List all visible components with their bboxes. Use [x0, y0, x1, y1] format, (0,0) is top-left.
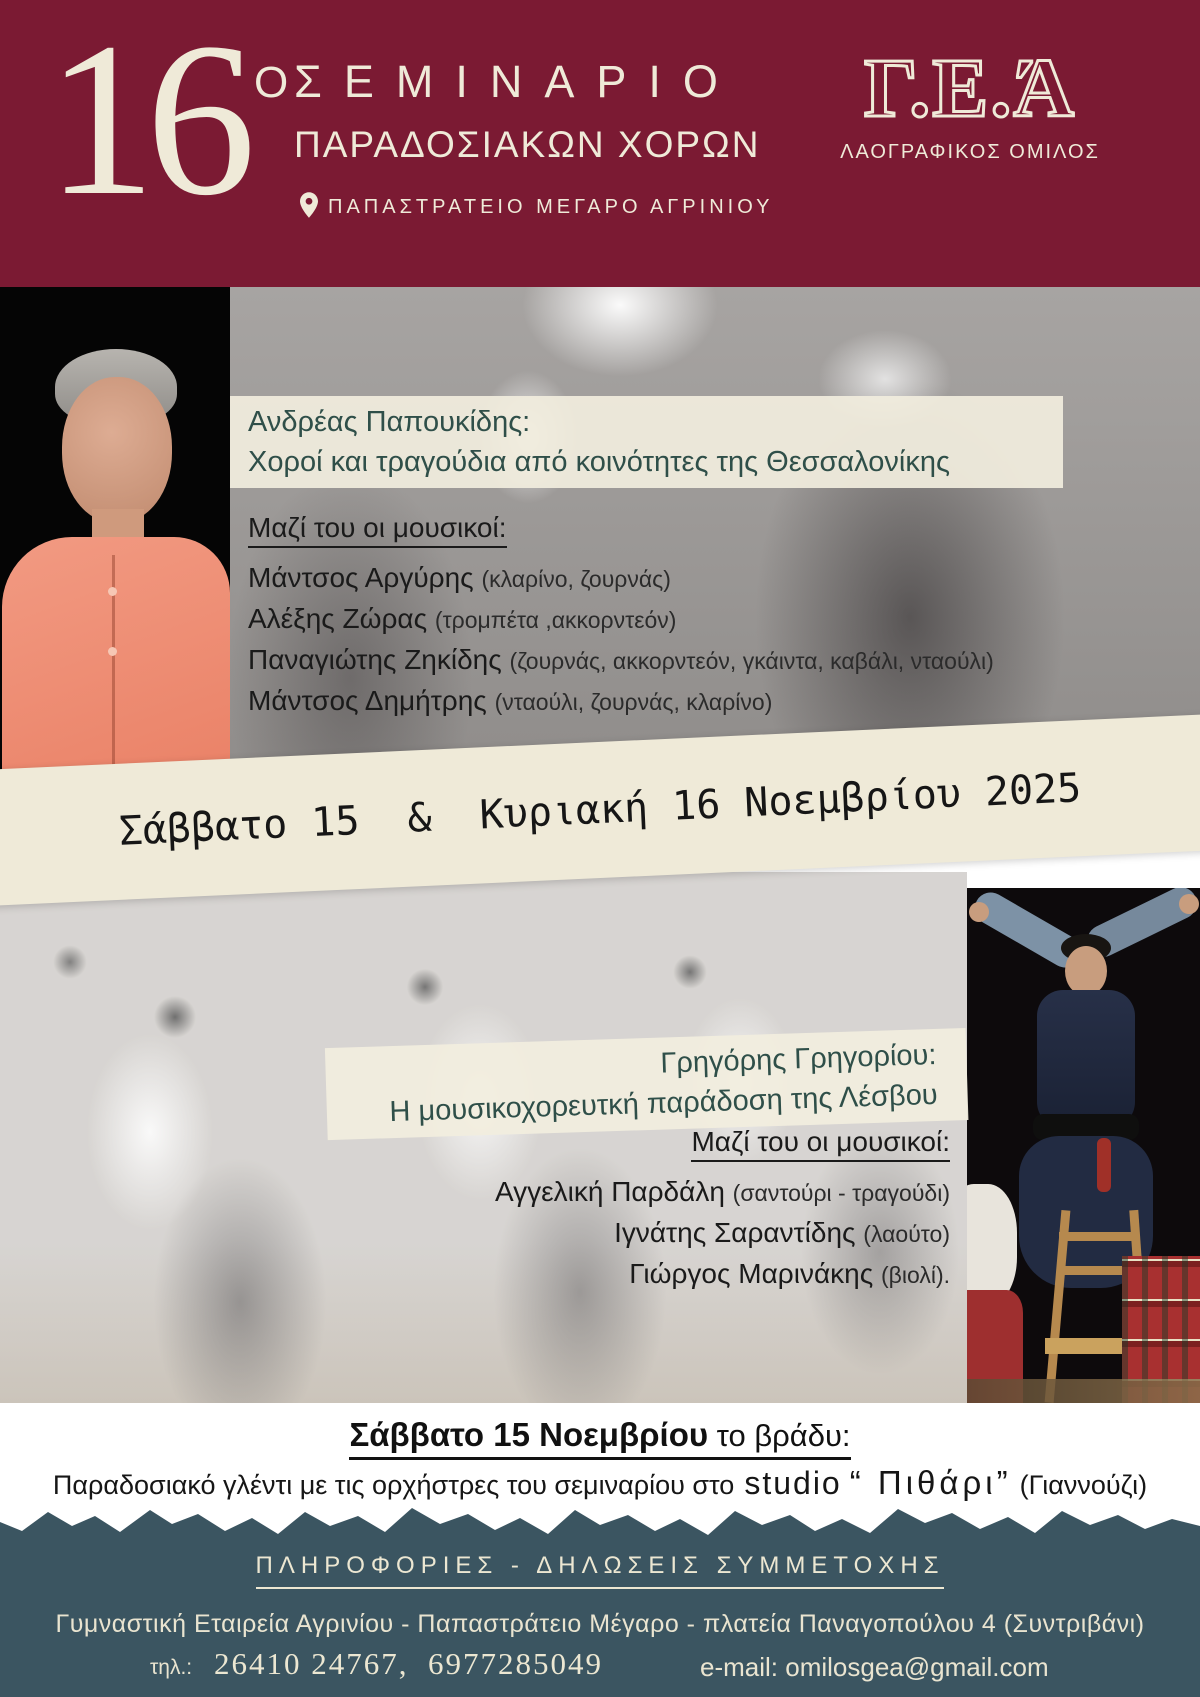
session1-title-band — [230, 396, 1063, 488]
musician-instruments: (σαντούρι - τραγούδι) — [732, 1180, 950, 1206]
dancer-hand — [1179, 894, 1199, 914]
gea-logo — [818, 44, 1122, 164]
email-row — [700, 1652, 1049, 1683]
musician-instruments: (τρομπέτα ,ακκορντεόν) — [434, 607, 677, 633]
edition-ordinal: Ο — [254, 58, 289, 107]
musician-instruments: (λαούτο) — [863, 1221, 950, 1247]
musician-row — [248, 558, 994, 599]
evening-date: Σάββατο 15 Νοεμβρίου — [349, 1416, 709, 1453]
gea-logo-mark — [818, 44, 1122, 136]
date-banner-text: Σάββατο 15 & Κυριακή 16 Νοεμβρίου 2025 — [117, 765, 1083, 855]
session2-musicians-heading: Μαζί του οι μουσικοί: — [691, 1126, 950, 1162]
venue-name: “ Πιθάρι” — [849, 1464, 1012, 1501]
musician-name: Αλέξης Ζώρας — [248, 603, 435, 634]
phone-label: τηλ.: — [150, 1656, 193, 1679]
session2-musicians — [420, 1126, 950, 1295]
musician-instruments: (κλαρίνο, ζουρνάς) — [481, 566, 671, 592]
footer-address: Γυμναστική Εταιρεία Αγρινίου - Παπαστράτειο Μέγαρο - πλατεία Παναγοπούλου 4 (Συντριβάνι) — [55, 1610, 1145, 1638]
musician-row — [248, 681, 994, 722]
evening-time: το βράδυ: — [708, 1418, 851, 1453]
edition-number: 16 — [46, 0, 246, 241]
musician-name: Ιγνάτης Σαραντίδης — [614, 1217, 864, 1248]
background-dancer-blouse — [967, 1184, 1017, 1306]
portrait-face — [62, 377, 172, 523]
dancer-hand — [969, 902, 989, 922]
logo-subtitle: ΛΑΟΓΡΑΦΙΚΟΣ ΟΜΙΛΟΣ — [840, 141, 1100, 163]
gea-logo-text: Γ.Ε.Ά — [864, 44, 1076, 135]
musician-instruments: (ζουρνάς, ακκορντεόν, γκάιντα, καβάλι, νταούλι) — [509, 648, 994, 674]
title-line-1: ΣΕΜΙΝΑΡΙΟ — [294, 56, 740, 107]
musician-name: Μάντσος Αργύρης — [248, 562, 482, 593]
session2-dancer-photo — [967, 888, 1200, 1403]
evening-description — [0, 1464, 1200, 1502]
stage-floor — [967, 1379, 1200, 1403]
musician-instruments: (νταούλι, ζουρνάς, κλαρίνο) — [494, 689, 773, 715]
dancer-face — [1065, 946, 1107, 996]
session2-teacher: Γρηγόρης Γρηγορίου: — [659, 1038, 937, 1080]
musician-row — [420, 1254, 950, 1295]
venue-area: (Γιαννούζι) — [1019, 1470, 1148, 1500]
email-address: omilosgea@gmail.com — [785, 1652, 1049, 1682]
teacher1-portrait-photo — [0, 287, 230, 810]
venue-word: studio — [744, 1465, 842, 1501]
phone-numbers: 26410 24767, 6977285049 — [214, 1646, 603, 1681]
musician-row — [420, 1213, 950, 1254]
evening-heading-underline — [349, 1416, 850, 1460]
musician-instruments: (βιολί). — [880, 1262, 950, 1288]
session1-topic: Χοροί και τραγούδια από κοινότητες της Θεσσαλονίκης — [248, 446, 950, 478]
location-row — [300, 192, 773, 223]
portrait-shirt-button — [108, 587, 117, 596]
musician-row — [248, 640, 994, 681]
portrait-shirt-button — [108, 647, 117, 656]
chair-slat — [1059, 1232, 1139, 1241]
dancer-tassel — [1097, 1138, 1111, 1192]
email-label: e-mail: — [700, 1652, 779, 1682]
musician-name: Αγγελική Παρδάλη — [494, 1176, 733, 1207]
footer-heading — [0, 1552, 1200, 1589]
evening-heading — [0, 1416, 1200, 1460]
musician-name: Παναγιώτης Ζηκίδης — [248, 644, 510, 675]
torn-paper-edge — [0, 1498, 1200, 1544]
location-text: ΠΑΠΑΣΤΡΑΤΕΙΟ ΜΕΓΑΡΟ ΑΓΡΙΝΙΟΥ — [328, 196, 774, 218]
musician-row — [248, 599, 994, 640]
evening-text: Παραδοσιακό γλέντι με τις ορχήστρες του σεμιναρίου στο — [52, 1470, 735, 1500]
musician-name: Γιώργος Μαρινάκης — [629, 1258, 881, 1289]
footer-heading-text: ΠΛΗΡΟΦΟΡΙΕΣ - ΔΗΛΩΣΕΙΣ ΣΥΜΜΕΤΟΧΗΣ — [256, 1552, 945, 1589]
session1-musicians — [248, 512, 994, 722]
location-pin-icon — [300, 192, 318, 223]
poster-header — [0, 0, 1200, 287]
musician-name: Μάντσος Δημήτρης — [248, 685, 495, 716]
title-line-2: ΠΑΡΑΔΟΣΙΑΚΩΝ ΧΟΡΩΝ — [294, 124, 761, 165]
musician-row — [420, 1172, 950, 1213]
session2-topic: Η μουσικοχορευτκή παράδοση της Λέσβου — [389, 1078, 939, 1129]
session1-musicians-heading: Μαζί του οι μουσικοί: — [248, 512, 507, 548]
session1-teacher: Ανδρέας Παπουκίδης: — [248, 406, 531, 438]
dancer-vest — [1037, 990, 1135, 1128]
